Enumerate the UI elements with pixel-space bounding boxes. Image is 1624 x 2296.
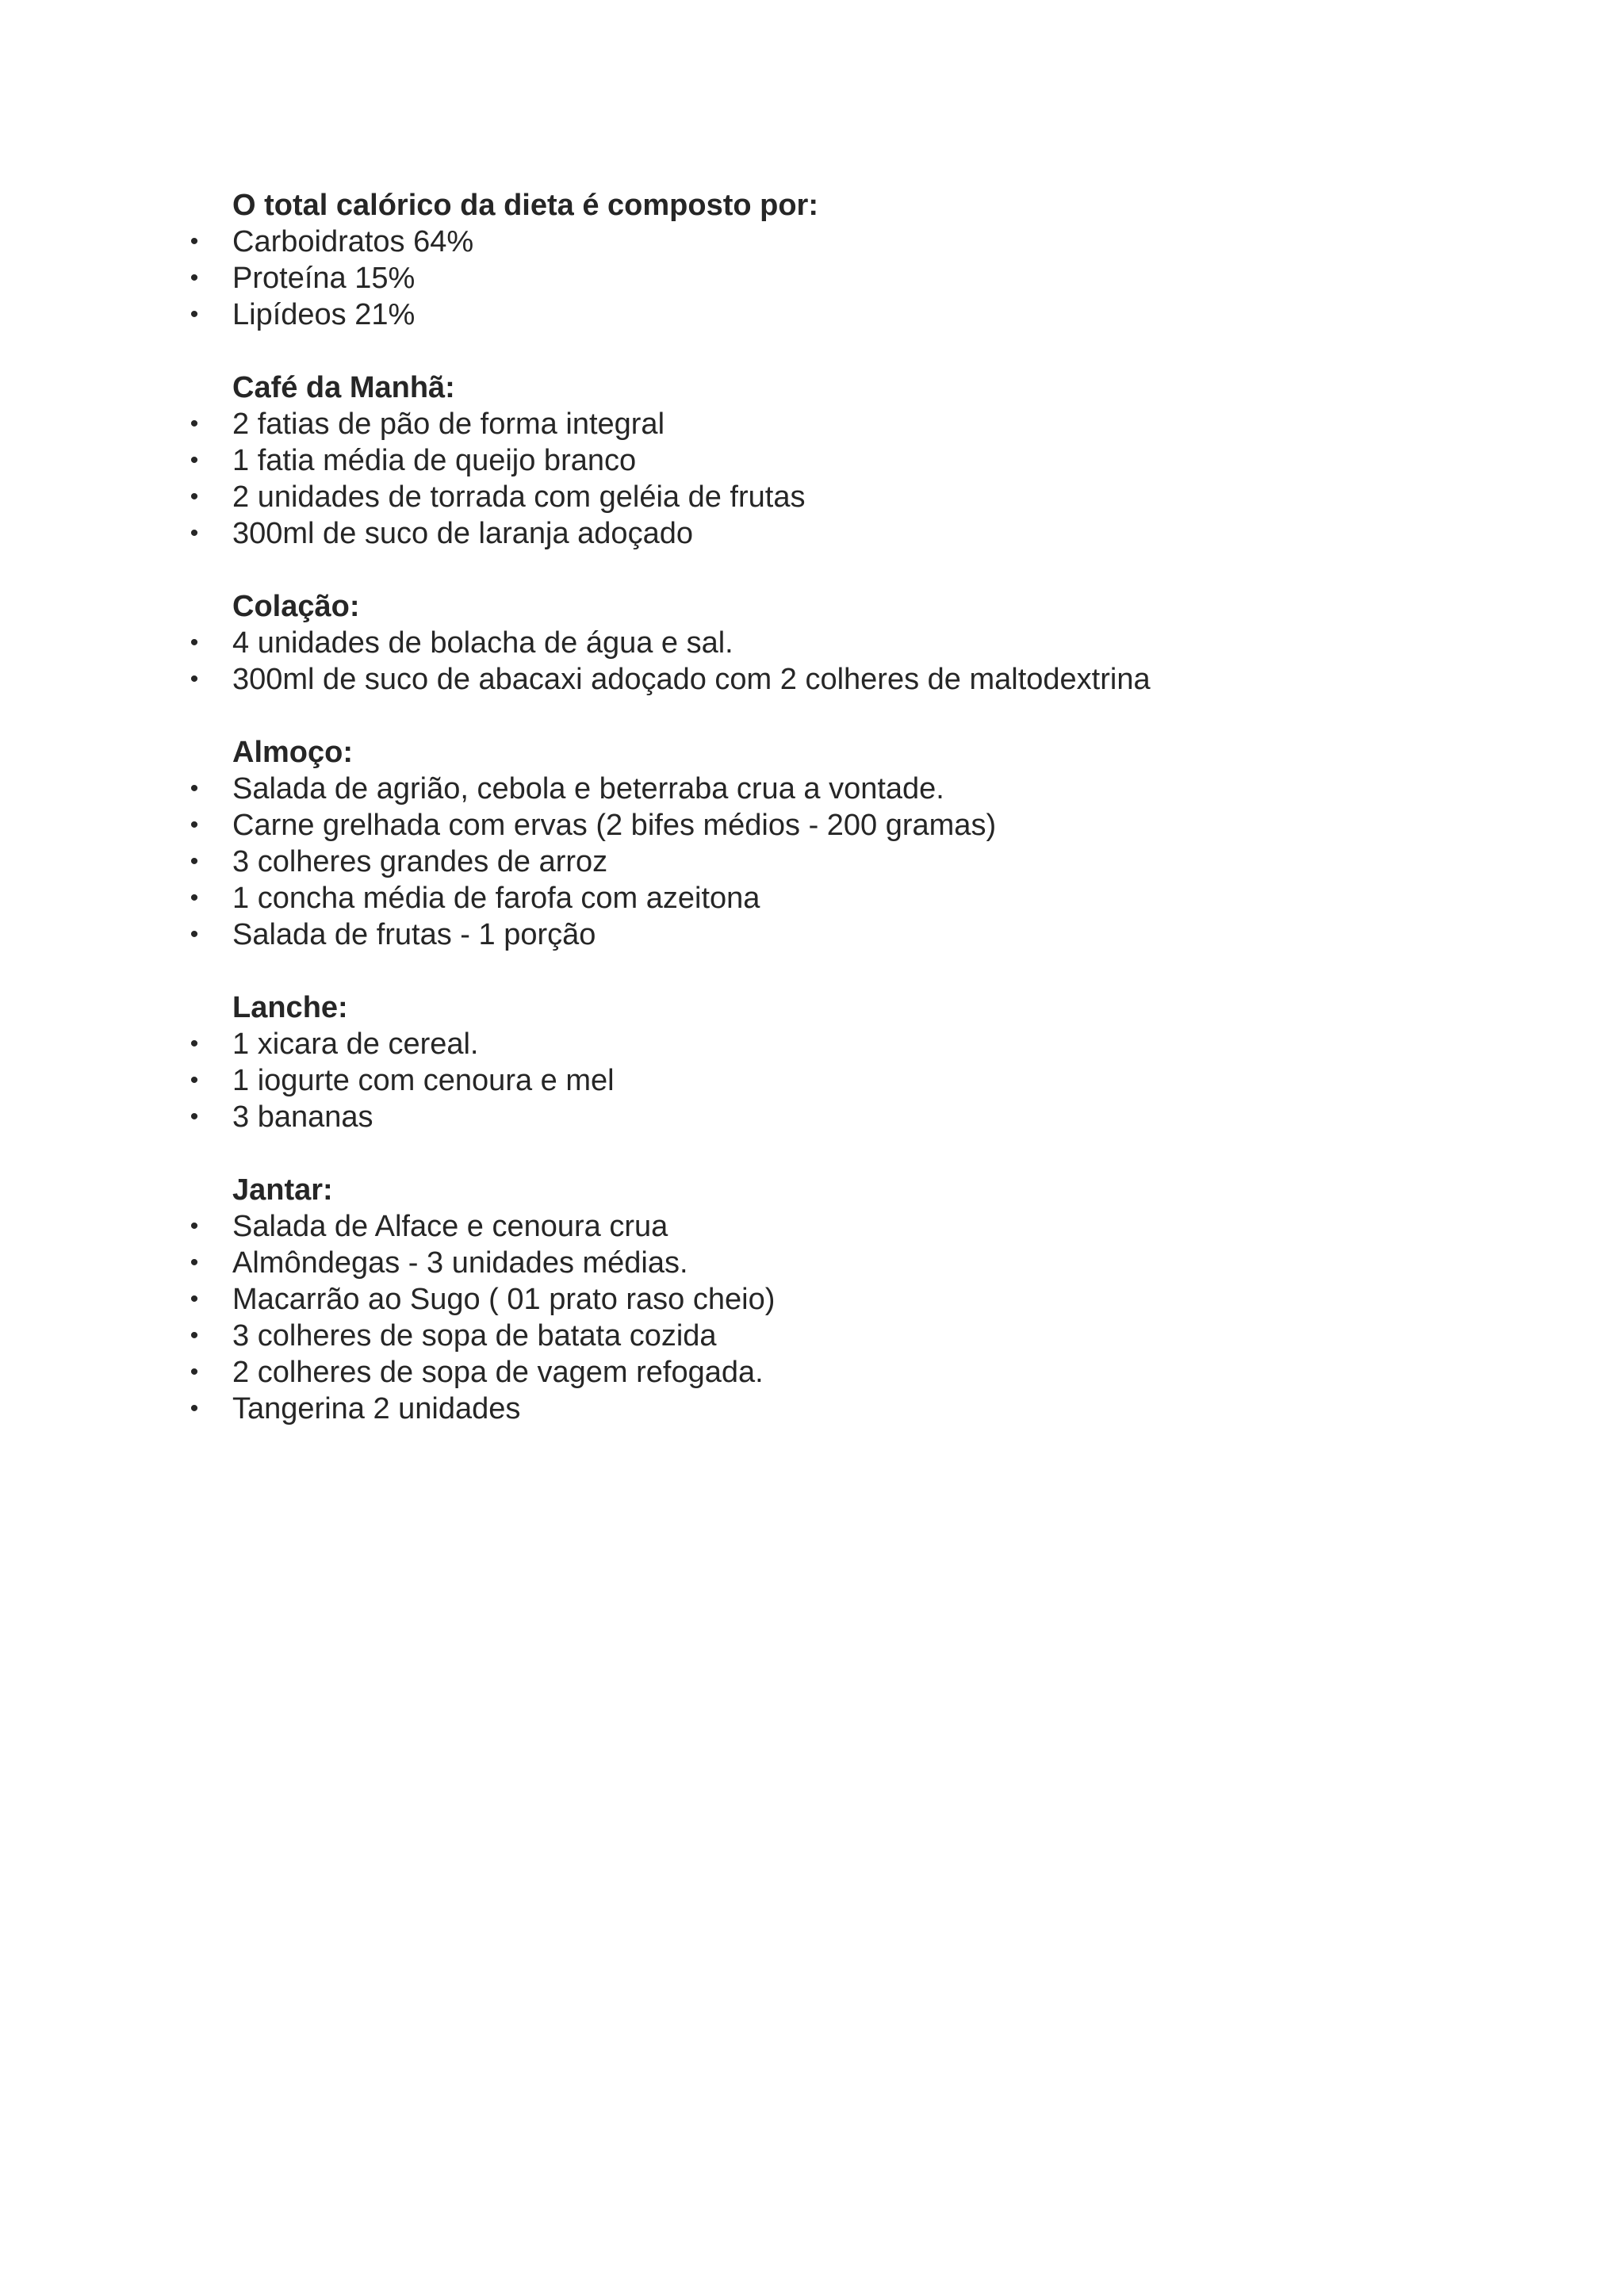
afternoon-snack-heading: Lanche:: [232, 991, 348, 1024]
caloric-summary-list: [190, 224, 1422, 333]
list-item-text: 4 unidades de bolacha de água e sal.: [232, 626, 733, 660]
list-item-text: 2 colheres de sopa de vagem refogada.: [232, 1356, 764, 1389]
bullet-icon: •: [190, 1322, 199, 1349]
list-item-text: 1 concha média de farofa com azeitona: [232, 882, 760, 915]
list-item-text: Salada de frutas - 1 porção: [232, 918, 596, 951]
list-item-text: Salada de Alface e cenoura crua: [232, 1210, 668, 1243]
bullet-icon: •: [190, 1286, 199, 1312]
bullet-icon: •: [190, 1067, 199, 1093]
list-item-text: Carne grelhada com ervas (2 bifes médios - 200 gramas): [232, 809, 997, 842]
list-item: [190, 844, 1422, 880]
morning-snack-list: [190, 625, 1422, 698]
list-item: [190, 1026, 1422, 1062]
bullet-icon: •: [190, 1104, 199, 1130]
lunch-section: [190, 734, 1422, 953]
list-item: [190, 807, 1422, 844]
list-item: [190, 661, 1422, 698]
list-item: [190, 1245, 1422, 1281]
bullet-icon: •: [190, 411, 199, 437]
breakfast-heading: Café da Manhã:: [232, 371, 455, 404]
list-item-text: 2 unidades de torrada com geléia de frutas: [232, 480, 806, 514]
document-content: [190, 187, 1422, 1427]
bullet-icon: •: [190, 1213, 199, 1239]
list-item: [190, 1391, 1422, 1427]
dinner-list: [190, 1208, 1422, 1427]
list-item-text: Lipídeos 21%: [232, 298, 416, 331]
list-item: [190, 1318, 1422, 1354]
bullet-icon: •: [190, 1249, 199, 1276]
list-item: [190, 1062, 1422, 1099]
list-item-text: Proteína 15%: [232, 262, 416, 295]
dinner-section: [190, 1172, 1422, 1427]
bullet-icon: •: [190, 629, 199, 656]
bullet-icon: •: [190, 666, 199, 692]
bullet-icon: •: [190, 1031, 199, 1057]
bullet-icon: •: [190, 1395, 199, 1422]
morning-snack-section: [190, 588, 1422, 698]
list-item: [190, 625, 1422, 661]
bullet-icon: •: [190, 484, 199, 510]
list-item: [190, 1354, 1422, 1391]
list-item-text: 3 colheres de sopa de batata cozida: [232, 1319, 717, 1353]
list-item-text: 1 xicara de cereal.: [232, 1027, 479, 1061]
afternoon-snack-list: [190, 1026, 1422, 1135]
bullet-icon: •: [190, 228, 199, 254]
list-item-text: 1 iogurte com cenoura e mel: [232, 1064, 615, 1097]
list-item-text: Carboidratos 64%: [232, 225, 474, 258]
caloric-summary-heading: O total calórico da dieta é composto por:: [232, 189, 818, 222]
list-item-text: 300ml de suco de laranja adoçado: [232, 517, 693, 550]
list-item: [190, 916, 1422, 953]
list-item: [190, 1281, 1422, 1318]
list-item: [190, 880, 1422, 916]
bullet-icon: •: [190, 921, 199, 947]
bullet-icon: •: [190, 885, 199, 911]
afternoon-snack-section: [190, 989, 1422, 1135]
list-item-text: 300ml de suco de abacaxi adoçado com 2 colheres de maltodextrina: [232, 663, 1151, 696]
morning-snack-heading: Colação:: [232, 590, 360, 623]
list-item: [190, 260, 1422, 297]
list-item: [190, 297, 1422, 333]
bullet-icon: •: [190, 265, 199, 291]
list-item-text: Macarrão ao Sugo ( 01 prato raso cheio): [232, 1283, 776, 1316]
list-item-text: 3 colheres grandes de arroz: [232, 845, 608, 878]
bullet-icon: •: [190, 1359, 199, 1385]
list-item: [190, 515, 1422, 552]
list-item-text: 2 fatias de pão de forma integral: [232, 408, 665, 441]
list-item: [190, 1208, 1422, 1245]
caloric-summary-section: [190, 187, 1422, 333]
bullet-icon: •: [190, 447, 199, 473]
bullet-icon: •: [190, 775, 199, 802]
list-item: [190, 442, 1422, 479]
breakfast-section: [190, 369, 1422, 552]
lunch-list: [190, 771, 1422, 953]
bullet-icon: •: [190, 812, 199, 838]
lunch-heading: Almoço:: [232, 736, 353, 769]
list-item-text: Salada de agrião, cebola e beterraba crua a vontade.: [232, 772, 944, 806]
list-item: [190, 406, 1422, 442]
list-item: [190, 1099, 1422, 1135]
bullet-icon: •: [190, 301, 199, 327]
dinner-heading: Jantar:: [232, 1173, 333, 1207]
list-item-text: 1 fatia média de queijo branco: [232, 444, 637, 477]
bullet-icon: •: [190, 520, 199, 546]
list-item-text: 3 bananas: [232, 1100, 373, 1134]
list-item: [190, 479, 1422, 515]
list-item-text: Tangerina 2 unidades: [232, 1392, 521, 1425]
list-item: [190, 224, 1422, 260]
bullet-icon: •: [190, 848, 199, 874]
breakfast-list: [190, 406, 1422, 552]
list-item-text: Almôndegas - 3 unidades médias.: [232, 1246, 688, 1280]
list-item: [190, 771, 1422, 807]
